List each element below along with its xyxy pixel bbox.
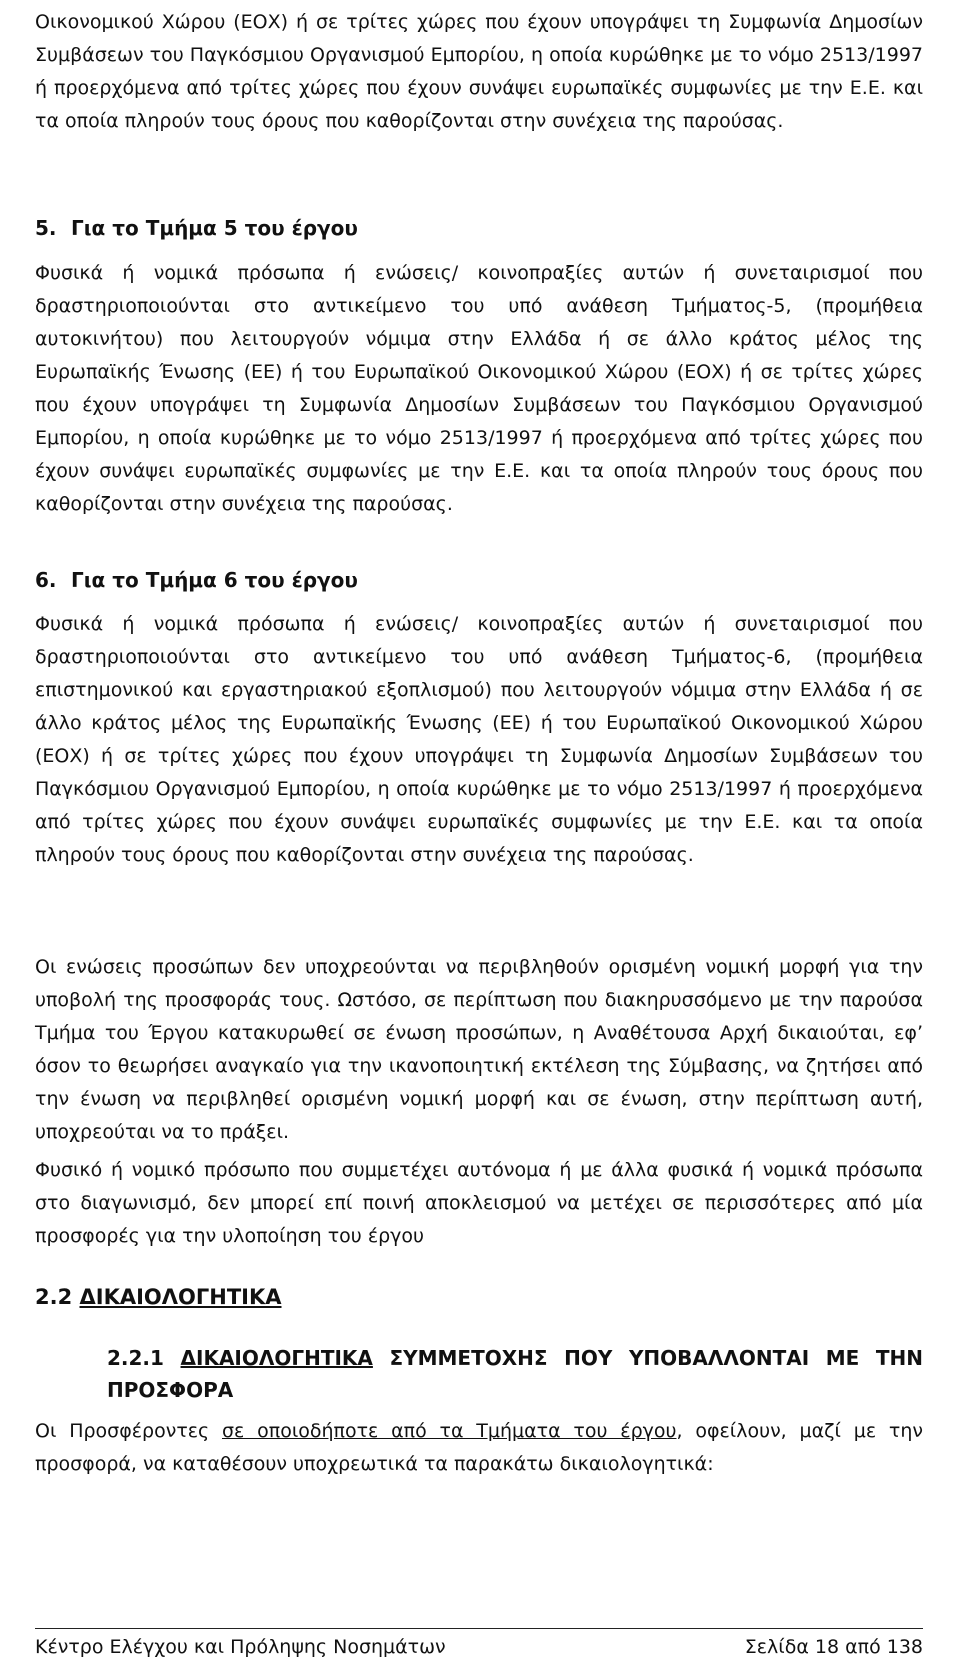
section-2-2-number: 2.2 <box>35 1285 73 1309</box>
lot6-paragraph: Φυσικά ή νομικά πρόσωπα ή ενώσεις/ κοινοπραξίες αυτών ή συνεταιρισμοί που δραστηριοποιούνται στο αντικείμενο του υπό ανάθεση Τμήματος-6, (προμήθεια επιστημονικού και εργαστηριακού εξοπλισμού) που λειτουργούν νόμιμα στην Ελλάδα ή σε άλλο κράτος μέλος της Ευρωπαϊκής Ένωσης (ΕΕ) ή του Ευρωπαϊκού Οικονομικού Χώρου (ΕΟΧ) ή σε τρίτες χώρες που έχουν υπογράψει τη Συμφωνία Δημοσίων Συμβάσεων του Παγκόσμιου Οργανισμού Εμπορίου, η οποία κυρώθηκε με το νόμο 2513/1997 ή προερχόμενα από τρίτες χώρες που έχουν συνάψει ευρωπαϊκές συμφωνίες με την Ε.Ε. και τα οποία πληρούν τους όρους που καθορίζονται στην συνέχεια της παρούσας. <box>35 613 923 866</box>
section-2-2-1-title-underlined: ΔΙΚΑΙΟΛΟΓΗΤΙΚΑ <box>180 1346 373 1370</box>
footer-organization: Κέντρο Ελέγχου και Πρόληψης Νοσημάτων <box>35 1636 446 1658</box>
section-2-2-1-title-rest: ΣΥΜΜΕΤΟΧΗΣ ΠΟΥ ΥΠΟΒΑΛΛΟΝΤΑΙ ΜΕ ΤΗΝ ΠΡΟΣΦΟΡΑ <box>107 1346 923 1402</box>
section-2-2-1-heading <box>107 1342 923 1406</box>
participation-paragraph: Φυσικό ή νομικό πρόσωπο που συμμετέχει αυτόνομα ή με άλλα φυσικά ή νομικά πρόσωπα στο διαγωνισμό, δεν μπορεί επί ποινή αποκλεισμού να μετέχει σε περισσότερες από μία προσφορές για την υλοποίηση του έργου <box>35 1159 923 1247</box>
section-2-2-heading <box>35 1282 282 1312</box>
section-2-2-1-number: 2.2.1 <box>107 1346 164 1370</box>
lot6-number: 6. <box>35 568 57 592</box>
lot5-heading <box>35 213 358 243</box>
lot5-title: Για το Τμήμα 5 του έργου <box>71 216 358 240</box>
lot5-paragraph: Φυσικά ή νομικά πρόσωπα ή ενώσεις/ κοινοπραξίες αυτών ή συνεταιρισμοί που δραστηριοποιούνται στο αντικείμενο του υπό ανάθεση Τμήματος-5, (προμήθεια αυτοκινήτου) που λειτουργούν νόμιμα στην Ελλάδα ή σε άλλο κράτος μέλος της Ευρωπαϊκής Ένωσης (ΕΕ) ή του Ευρωπαϊκού Οικονομικού Χώρου (ΕΟΧ) ή σε τρίτες χώρες που έχουν υπογράψει τη Συμφωνία Δημοσίων Συμβάσεων του Παγκόσμιου Οργανισμού Εμπορίου, η οποία κυρώθηκε με το νόμο 2513/1997 ή προερχόμενα από τρίτες χώρες που έχουν συνάψει ευρωπαϊκές συμφωνίες με την Ε.Ε. και τα οποία πληρούν τους όρους που καθορίζονται στην συνέχεια της παρούσας. <box>35 262 923 515</box>
lot6-heading <box>35 565 358 595</box>
lot5-number: 5. <box>35 216 57 240</box>
lot6-title: Για το Τμήμα 6 του έργου <box>71 568 358 592</box>
intro-paragraph <box>35 1415 923 1481</box>
unions-paragraph: Οι ενώσεις προσώπων δεν υποχρεούνται να περιβληθούν ορισμένη νομική μορφή για την υποβολή της προσφοράς τους. Ωστόσο, σε περίπτωση που διακηρυσσόμενο με την παρούσα Τμήμα του Έργου κατακυρωθεί σε ένωση προσώπων, η Αναθέτουσα Αρχή δικαιούται, εφ’ όσον το θεωρήσει αναγκαίο για την ικανοποιητική εκτέλεση της Σύμβασης, να ζητήσει από την ένωση να περιβληθεί ορισμένη νομική μορφή και σε ένωση, στην περίπτωση αυτή, υποχρεούται να το πράξει. <box>35 956 923 1143</box>
section-2-2-title: ΔΙΚΑΙΟΛΟΓΗΤΙΚΑ <box>79 1285 282 1309</box>
intro-before: Οι Προσφέροντες <box>35 1420 222 1442</box>
top-paragraph: Οικονομικού Χώρου (ΕΟΧ) ή σε τρίτες χώρες που έχουν υπογράψει τη Συμφωνία Δημοσίων Συμβάσεων του Παγκόσμιου Οργανισμού Εμπορίου, η οποία κυρώθηκε με το νόμο 2513/1997 ή προερχόμενα από τρίτες χώρες που έχουν συνάψει ευρωπαϊκές συμφωνίες με την Ε.Ε. και τα οποία πληρούν τους όρους που καθορίζονται στην συνέχεια της παρούσας. <box>35 11 923 132</box>
footer-divider <box>35 1628 923 1629</box>
footer-page-number: Σελίδα 18 από 138 <box>744 1636 923 1658</box>
intro-underlined: σε οποιοδήποτε από τα Τμήματα του έργου <box>222 1420 677 1442</box>
intro-after: , οφείλουν, μαζί με την προσφορά, να καταθέσουν υποχρεωτικά τα παρακάτω δικαιολογητικά: <box>35 1420 923 1475</box>
